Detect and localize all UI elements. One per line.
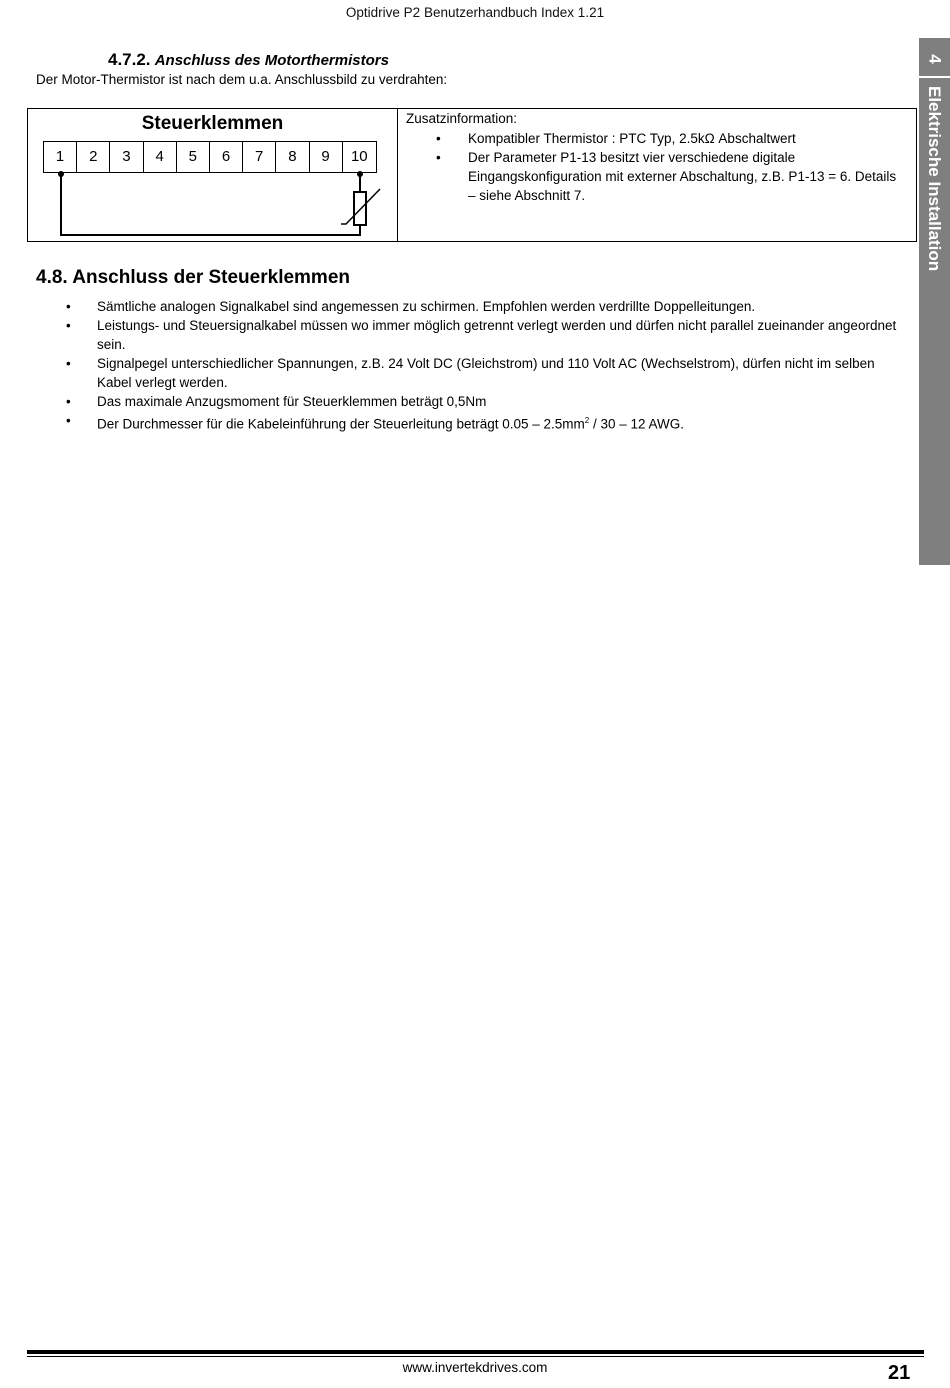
control-terminal-notes (36, 297, 906, 434)
chapter-side-tab (919, 38, 950, 565)
thermistor-wiring-table (27, 108, 917, 242)
additional-info (406, 111, 906, 205)
section-heading-4-8 (36, 267, 350, 289)
list-item: • Leistungs- und Steuersignalkabel müssen wo immer möglich getrennt verlegt werden und dürfen nicht parallel zueinander angeordnet sein. (66, 318, 897, 352)
terminal-5: 5 (177, 142, 210, 172)
thermistor-symbol (354, 192, 366, 225)
list-item: • Der Durchmesser für die Kabeleinführung der Steuerleitung beträgt $0.05 - 2.5mm^2 / 30 - 12$ AWG. (66, 413, 685, 432)
list-item: • Das maximale Anzugsmoment für Steuerklemmen beträgt 0,5Nm (66, 394, 487, 409)
terminal-1: 1 (44, 142, 77, 172)
footer-rule-thick (27, 1350, 924, 1354)
list-item: • Sämtliche analogen Signalkabel sind angemessen zu schirmen. Empfohlen werden verdrillte Doppelleitungen. (66, 299, 756, 314)
thermistor-wiring-diagram (28, 169, 397, 243)
section-number: 4.7.2. (108, 50, 151, 69)
info-item: • Der Parameter P1-13 besitzt vier verschiedene digitale Eingangskonfiguration mit externer Abschaltung, z.B. P1-13 = 6. Details – siehe Abschnitt 7. (436, 150, 897, 203)
terminal-4: 4 (144, 142, 177, 172)
section-heading-4-7-2 (108, 50, 389, 70)
section-intro: Der Motor-Thermistor ist nach dem u.a. Anschlussbild zu verdrahten: (36, 72, 448, 87)
terminal-3: 3 (110, 142, 143, 172)
section-number: 4.8. (36, 267, 68, 288)
page-header: Optidrive P2 Benutzerhandbuch Index 1.21 (345, 5, 605, 20)
diagram-title: Steuerklemmen (141, 113, 284, 134)
footer-rule-thin (27, 1356, 924, 1357)
terminal-9: 9 (310, 142, 343, 172)
info-list (406, 129, 906, 205)
terminal-8: 8 (276, 142, 309, 172)
terminal-10: 10 (350, 148, 368, 165)
chapter-number: 4 (919, 42, 950, 78)
table-divider (397, 109, 398, 241)
footer-url: www.invertekdrives.com (402, 1360, 548, 1375)
list-item: • Signalpegel unterschiedlicher Spannungen, z.B. 24 Volt DC (Gleichstrom) und 110 Volt AC (Wechselstrom), dürfen nicht im selben Kabel verlegt werden. (66, 356, 875, 390)
terminal-6: 6 (210, 142, 243, 172)
terminal-2: 2 (77, 142, 110, 172)
info-label: Zusatzinformation: (406, 111, 518, 126)
section-title: Anschluss der Steuerklemmen (72, 267, 350, 288)
chapter-title: Elektrische Installation (925, 86, 944, 272)
terminal-7: 7 (243, 142, 276, 172)
return-wire (61, 174, 360, 235)
section-title: Anschluss des Motorthermistors (154, 52, 389, 69)
page-number: 21 (888, 1362, 911, 1384)
info-item: • Kompatibler Thermistor : PTC Typ, 2.5kΩ Abschaltwert (436, 131, 796, 146)
